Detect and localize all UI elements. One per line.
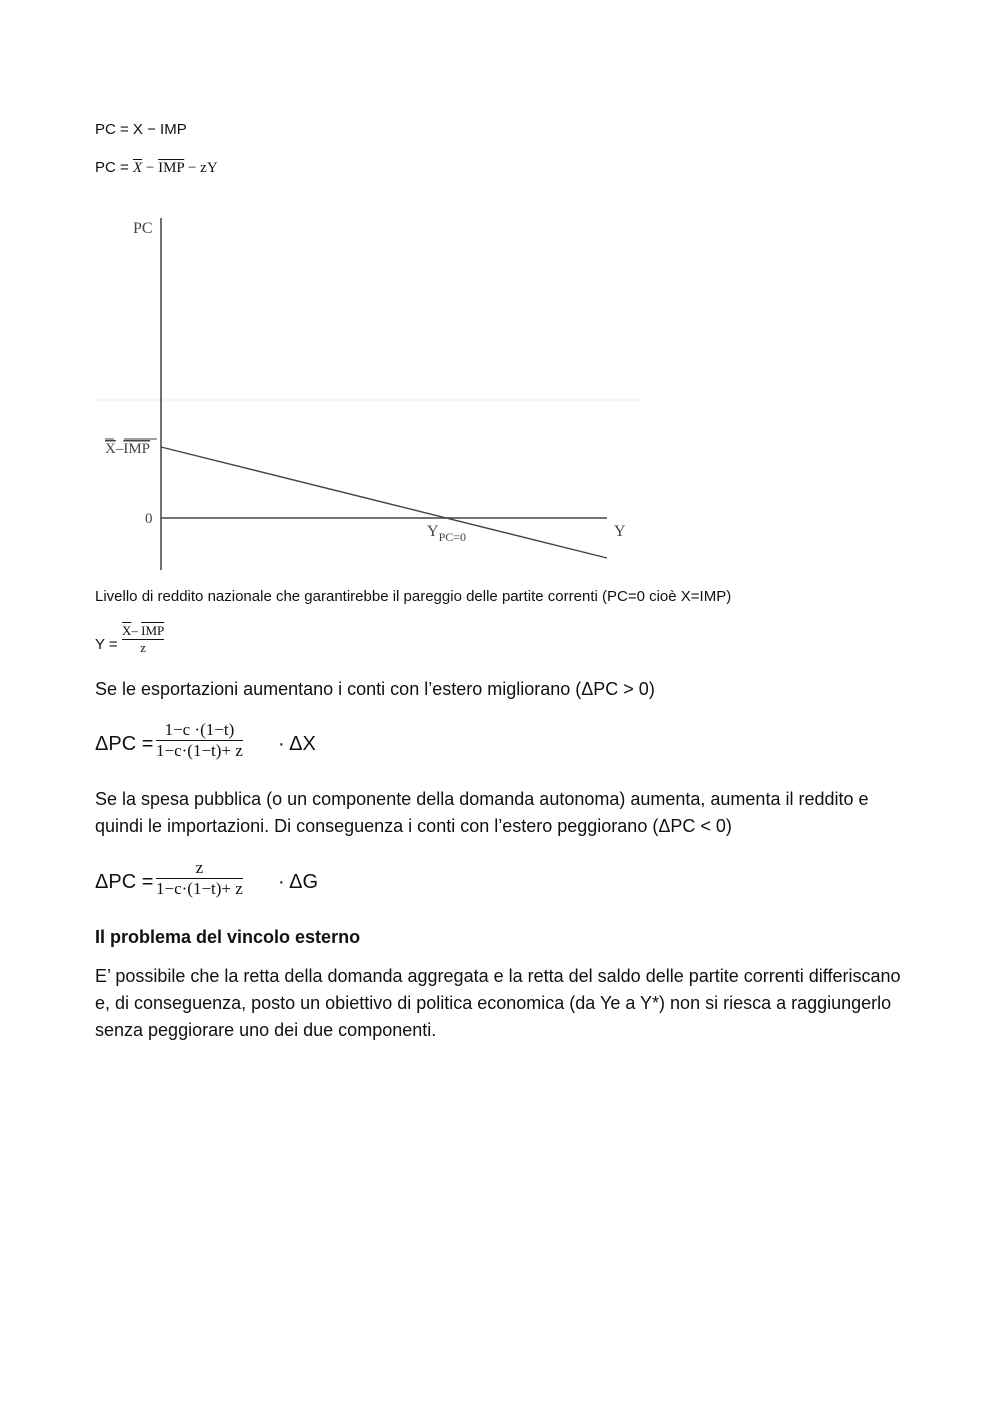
- graph-caption: Livello di reddito nazionale che garantirebbe il pareggio delle partite correnti (PC=0 cioè X=IMP): [95, 588, 732, 605]
- root-label-sub: PC=0: [438, 530, 467, 544]
- dpc2-fraction: [156, 858, 243, 899]
- root-label-main: Y: [427, 523, 439, 540]
- y-num-x-bar: $\overline{X}$: [122, 623, 132, 638]
- pc-graph: [95, 210, 645, 575]
- pc-equation-x-bar: $\overline{X}$: [132, 160, 143, 176]
- dpc2-numerator: z: [195, 858, 204, 877]
- pc-equation-lhs: PC =: [95, 159, 129, 176]
- intercept-sep: –: [115, 441, 124, 457]
- dpc1-numerator: 1−c ·(1−t): [164, 720, 235, 739]
- dpc1-fraction: [156, 720, 243, 761]
- section-heading: Il problema del vincolo esterno: [95, 927, 361, 947]
- y-formula-numerator: [122, 623, 164, 639]
- exports-paragraph: Se le esportazioni aumentano i conti con l’estero migliorano (ΔPC > 0): [95, 679, 655, 699]
- y-num-sep: –: [131, 623, 142, 638]
- dpc1-denominator: 1−c·(1−t)+ z: [156, 741, 243, 760]
- x-axis-label: Y: [614, 523, 626, 540]
- pc-equation-minus: −: [142, 160, 159, 176]
- intercept-x-bar: X: [105, 441, 116, 457]
- zero-label: 0: [145, 511, 153, 527]
- dpc2-denominator: 1−c·(1−t)+ z: [156, 879, 243, 898]
- y-num-imp-bar: $\overline{IMP}$: [141, 623, 165, 638]
- dpc2-lhs: ΔPC =: [95, 871, 154, 893]
- spesa-paragraph: Se la spesa pubblica (o un componente della domanda autonoma) aumenta, aumenta il reddito e quindi le importazioni. Di conseguenza i conti con l’estero peggiorano (ΔPC < 0): [95, 789, 869, 836]
- intercept-imp-bar: IMP: [123, 441, 151, 457]
- y-axis-label: PC: [133, 220, 153, 237]
- dpc1-lhs: ΔPC =: [95, 733, 154, 755]
- dpc2-rhs: · ΔG: [278, 871, 319, 893]
- intercept-label: [105, 441, 150, 457]
- final-paragraph: E’ possibile che la retta della domanda aggregata e la retta del saldo delle partite correnti differiscano e, di conseguenza, posto un obiettivo di politica economica (da Ye a Y*) non si riesca a raggiungerlo senza peggiorare uno dei due componenti.: [95, 966, 901, 1040]
- pc-definition: PC = X − IMP: [95, 121, 187, 138]
- pc-equation-tail: − zY: [184, 160, 218, 176]
- pc-equation-imp-bar: $\overline{IMP}$: [158, 160, 185, 176]
- dpc1-rhs: · ΔX: [278, 733, 316, 755]
- y-formula-lhs: Y =: [95, 636, 118, 653]
- graph-background: [95, 210, 640, 570]
- y-formula-fraction: [122, 623, 164, 656]
- pc-equation: [95, 159, 218, 177]
- y-formula-denominator: z: [140, 640, 147, 655]
